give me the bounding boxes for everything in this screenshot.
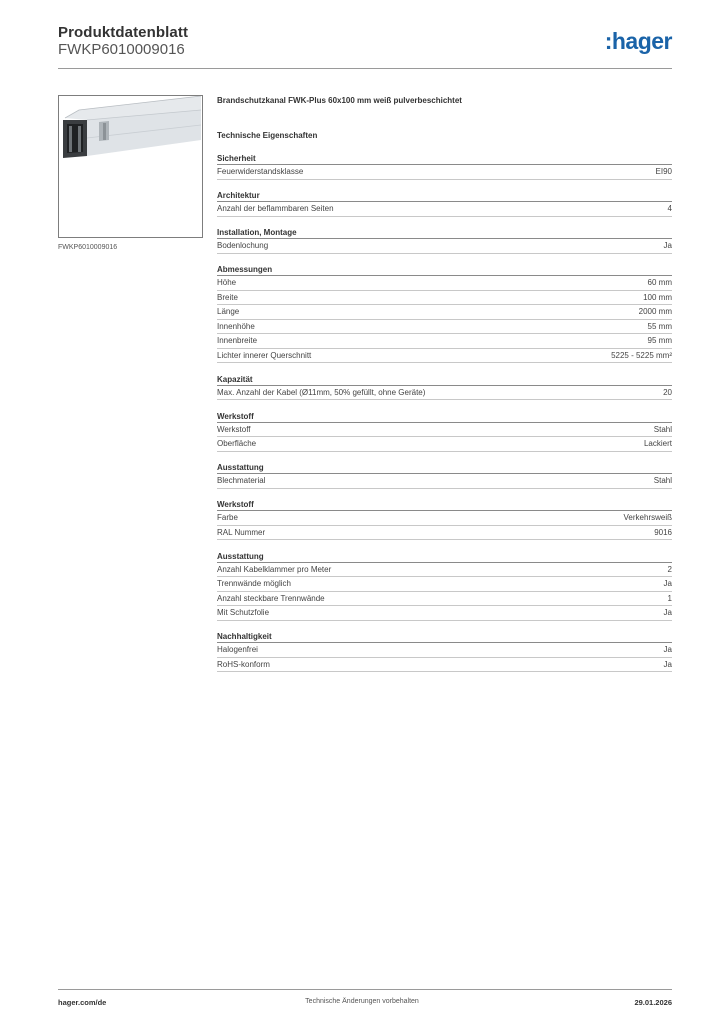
image-caption: FWKP6010009016 bbox=[58, 244, 118, 251]
spec-value: 100 mm bbox=[643, 292, 672, 302]
group-spacer bbox=[217, 217, 672, 228]
spec-group bbox=[217, 631, 672, 672]
spec-group bbox=[217, 227, 672, 254]
spec-value: Verkehrsweiß bbox=[623, 513, 672, 522]
footer-divider bbox=[58, 989, 672, 990]
spec-row bbox=[217, 239, 672, 254]
product-image bbox=[58, 95, 203, 238]
specification-panel bbox=[217, 96, 672, 683]
spec-row bbox=[217, 423, 672, 438]
spec-label: Oberfläche bbox=[217, 439, 257, 448]
footer-note: Technische Änderungen vorbehalten bbox=[305, 998, 419, 1005]
section-heading: Technische Eigenschaften bbox=[217, 131, 318, 140]
spec-label: Anzahl der beflammbaren Seiten bbox=[217, 204, 334, 213]
spec-label: Werkstoff bbox=[217, 424, 251, 434]
group-spacer bbox=[217, 363, 672, 374]
spec-group bbox=[217, 551, 672, 621]
product-name: Brandschutzkanal FWK-Plus 60x100 mm weiß pulverbeschichtet bbox=[217, 96, 462, 105]
spec-row bbox=[217, 511, 672, 526]
group-title: Architektur bbox=[217, 190, 672, 202]
group-title: Ausstattung bbox=[217, 551, 672, 563]
spec-row bbox=[217, 526, 672, 541]
spec-label: Länge bbox=[217, 307, 240, 316]
group-spacer bbox=[217, 621, 672, 632]
group-title: Abmessungen bbox=[217, 264, 672, 276]
spec-value: 1 bbox=[667, 593, 672, 603]
spec-label: Innenbreite bbox=[217, 336, 258, 345]
spec-value: Ja bbox=[663, 608, 672, 617]
spec-row bbox=[217, 334, 672, 349]
group-title: Installation, Montage bbox=[217, 227, 672, 239]
spec-label: Trennwände möglich bbox=[217, 579, 291, 588]
spec-value: Stahl bbox=[653, 424, 672, 434]
hager-logo: :hager bbox=[604, 28, 672, 54]
spec-value: 60 mm bbox=[647, 278, 672, 287]
group-title: Sicherheit bbox=[217, 153, 672, 165]
spec-label: Farbe bbox=[217, 513, 238, 522]
spec-value: 2000 mm bbox=[638, 307, 672, 316]
spec-row bbox=[217, 606, 672, 621]
spec-row bbox=[217, 386, 672, 401]
group-title: Nachhaltigkeit bbox=[217, 631, 672, 643]
group-spacer bbox=[217, 672, 672, 683]
spec-value: 5225 - 5225 mm² bbox=[611, 350, 672, 360]
spec-label: RAL Nummer bbox=[217, 527, 266, 537]
spec-group bbox=[217, 411, 672, 452]
spec-value: EI90 bbox=[655, 167, 672, 176]
spec-row bbox=[217, 643, 672, 658]
spec-row bbox=[217, 291, 672, 306]
spec-group bbox=[217, 153, 672, 180]
group-spacer bbox=[217, 400, 672, 411]
spec-row bbox=[217, 658, 672, 673]
group-title: Werkstoff bbox=[217, 499, 672, 511]
group-spacer bbox=[217, 452, 672, 463]
spec-label: Höhe bbox=[217, 278, 237, 287]
spec-row bbox=[217, 577, 672, 592]
document-title: Produktdatenblatt bbox=[58, 24, 189, 41]
spec-row bbox=[217, 349, 672, 364]
spec-label: Feuerwiderstandsklasse bbox=[217, 167, 304, 176]
spec-row bbox=[217, 305, 672, 320]
spec-row bbox=[217, 437, 672, 452]
group-spacer bbox=[217, 489, 672, 500]
spec-row bbox=[217, 165, 672, 180]
spec-groups bbox=[217, 153, 672, 683]
spec-value: 2 bbox=[667, 564, 672, 574]
group-spacer bbox=[217, 254, 672, 265]
spec-label: Innenhöhe bbox=[217, 321, 255, 331]
footer-date: 29.01.2026 bbox=[634, 998, 672, 1007]
spec-value: Lackiert bbox=[643, 439, 672, 448]
spec-row bbox=[217, 276, 672, 291]
spec-group bbox=[217, 499, 672, 540]
spec-row bbox=[217, 320, 672, 335]
spec-label: Breite bbox=[217, 292, 238, 302]
group-spacer bbox=[217, 540, 672, 551]
spec-value: Ja bbox=[663, 241, 672, 250]
spec-label: RoHS-konform bbox=[217, 659, 270, 669]
spec-label: Halogenfrei bbox=[217, 645, 258, 654]
spec-value: Ja bbox=[663, 579, 672, 588]
spec-row bbox=[217, 563, 672, 578]
group-title: Werkstoff bbox=[217, 411, 672, 423]
spec-label: Blechmaterial bbox=[217, 476, 266, 485]
spec-group bbox=[217, 264, 672, 363]
spec-value: 95 mm bbox=[647, 336, 672, 345]
spec-value: Ja bbox=[663, 659, 672, 669]
spec-row bbox=[217, 592, 672, 607]
spec-label: Anzahl steckbare Trennwände bbox=[217, 593, 325, 603]
spec-label: Max. Anzahl der Kabel (Ø11mm, 50% gefüllt, ohne Geräte) bbox=[217, 387, 426, 397]
page-header bbox=[58, 24, 672, 68]
spec-group bbox=[217, 190, 672, 217]
spec-value: 4 bbox=[667, 204, 672, 213]
spec-group bbox=[217, 462, 672, 489]
group-title: Ausstattung bbox=[217, 462, 672, 474]
spec-value: Ja bbox=[663, 645, 672, 654]
spec-label: Mit Schutzfolie bbox=[217, 608, 270, 617]
footer-website: hager.com/de bbox=[58, 998, 107, 1007]
spec-value: 55 mm bbox=[647, 321, 672, 331]
cable-duct-illustration bbox=[59, 96, 202, 237]
spec-row bbox=[217, 474, 672, 489]
spec-group bbox=[217, 374, 672, 401]
spec-label: Bodenlochung bbox=[217, 241, 269, 250]
group-spacer bbox=[217, 180, 672, 191]
product-code: FWKP6010009016 bbox=[58, 41, 185, 58]
group-title: Kapazität bbox=[217, 374, 672, 386]
spec-value: 20 bbox=[663, 387, 672, 397]
spec-label: Anzahl Kabelklammer pro Meter bbox=[217, 564, 332, 574]
spec-value: Stahl bbox=[653, 476, 672, 485]
spec-label: Lichter innerer Querschnitt bbox=[217, 350, 312, 360]
spec-row bbox=[217, 202, 672, 217]
spec-value: 9016 bbox=[654, 527, 672, 537]
header-divider bbox=[58, 68, 672, 69]
